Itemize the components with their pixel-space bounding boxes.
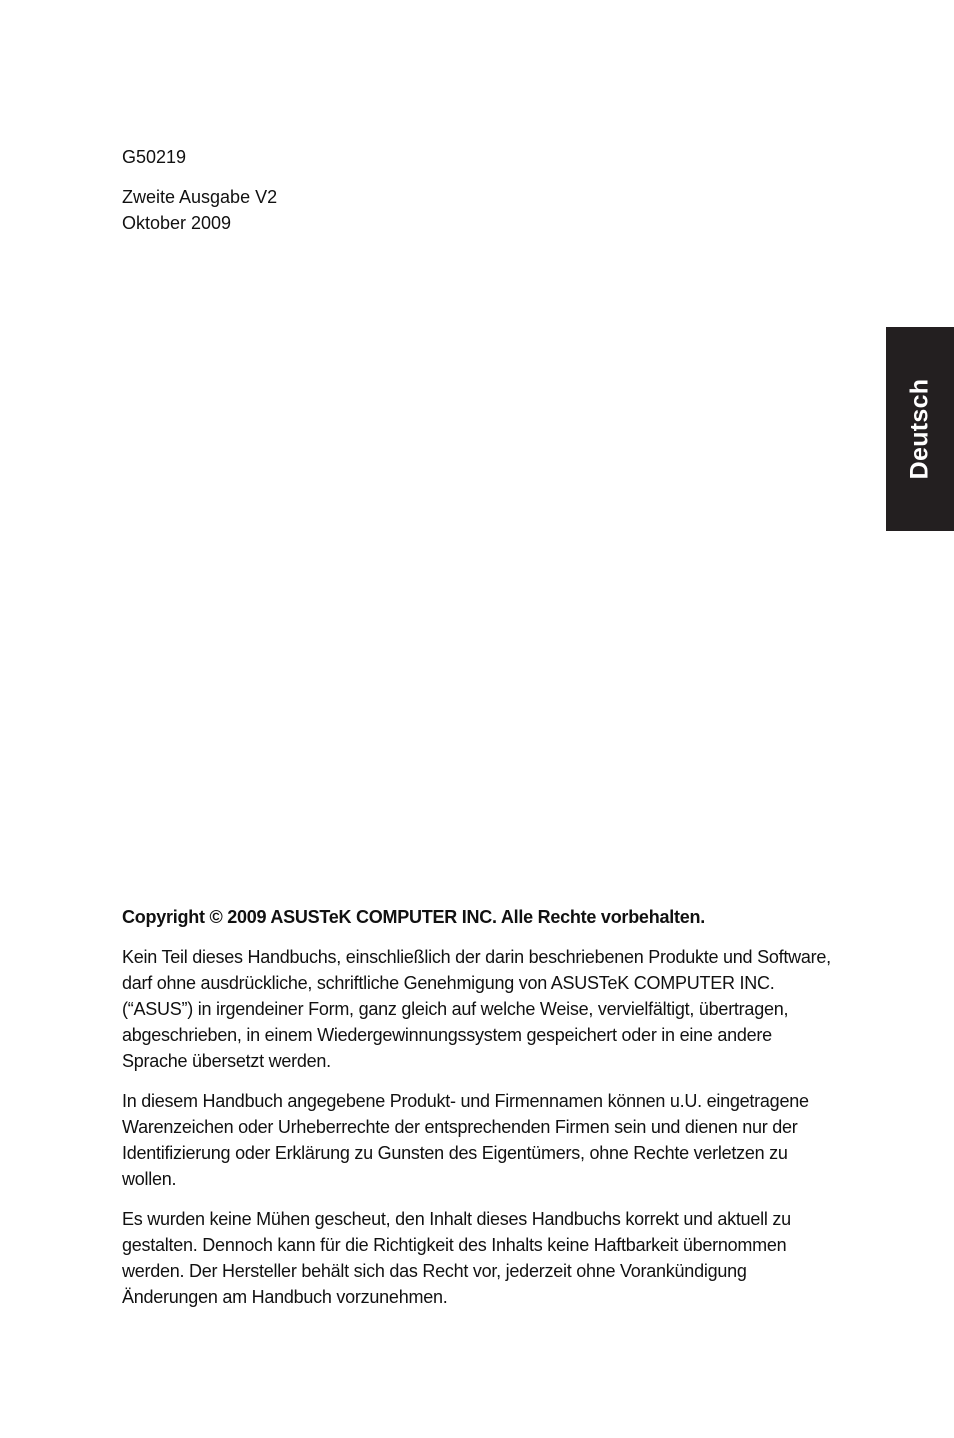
legal-paragraph-reproduction: Kein Teil dieses Handbuchs, einschließlich der darin beschriebenen Produkte und Software, darf ohne ausdrückliche, schriftliche Genehmigung von ASUSTeK COMPUTER INC. (“ASUS”) in irgendeiner Form, ganz gleich auf welche Weise, vervielfältigt, übertragen, abgeschrieben, in einem Wiedergewinnungssystem gespeichert oder in eine andere Sprache übersetzt werden. (122, 947, 831, 1071)
legal-notice (122, 904, 834, 1324)
language-tab-label: Deutsch (905, 378, 934, 480)
legal-paragraph-liability: Es wurden keine Mühen gescheut, den Inhalt dieses Handbuchs korrekt und aktuell zu gestalten. Dennoch kann für die Richtigkeit des Inhalts keine Haftbarkeit übernommen werden. Der Hersteller behält sich das Recht vor, jederzeit ohne Vorankündigung Änderungen am Handbuch vorzunehmen. (122, 1209, 791, 1307)
language-side-tab (886, 327, 954, 531)
edition-date: Oktober 2009 (122, 213, 232, 233)
edition-info (122, 184, 277, 236)
edition-label: Zweite Ausgabe V2 (122, 187, 278, 207)
legal-paragraph-trademarks: In diesem Handbuch angegebene Produkt- und Firmennamen können u.U. eingetragene Warenzeichen oder Urheberrechte der entsprechenden Firmen sein und dienen nur der Identifizierung oder Erklärung zu Gunsten des Eigentümers, ohne Rechte verletzen zu wollen. (122, 1091, 809, 1189)
copyright-line: Copyright © 2009 ASUSTeK COMPUTER INC. Alle Rechte vorbehalten. (122, 907, 705, 927)
document-id: G50219 (122, 147, 187, 167)
